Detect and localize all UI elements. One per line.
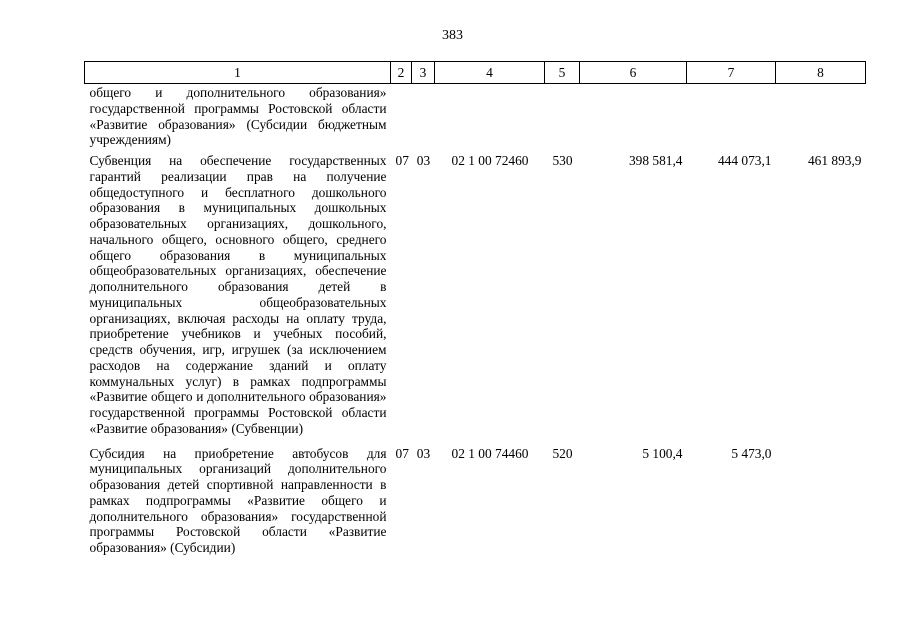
amount-cell xyxy=(776,84,866,154)
expense-name-cell: Субвенция на обеспечение государственных гарантий реализации прав на получение общедоступного и бесплатного дошкольного образования в муниципальных дошкольных образовательных организациях, дошкольного, начального общего, основного общего, среднего общего образования в муниципальных общеобразовательных организациях, обеспечение дополнительного образования детей в муниципальных общеобразовательных организациях, включая расходы на оплату труда, приобретение учебников и учебных пособий, средств обучения, игр, игрушек (за исключением расходов на содержание зданий и оплату коммунальных услуг) в рамках подпрограммы «Развитие общего и дополнительного образования» государственной программы Ростовской области «Развитие образования» (Субвенции) xyxy=(89,153,387,436)
subsection-code-cell: 03 xyxy=(416,153,431,168)
target-article-cell: 02 1 00 74460 xyxy=(451,445,529,461)
expense-name-cell: Субсидия на приобретение автобусов для муниципальных организаций дополнительного образования детей спортивной направленности в рамках подпрограммы «Развитие общего и дополнительного образования» государственной программы Ростовской области «Развитие образования» (Субсидии) xyxy=(89,445,387,555)
amount-cell: 444 073,1 xyxy=(717,153,772,168)
amount-cell: 398 581,4 xyxy=(628,153,683,168)
amount-cell xyxy=(580,84,687,154)
budget-table xyxy=(84,61,866,556)
table-row xyxy=(85,153,866,446)
section-code-cell: 07 xyxy=(395,153,409,168)
section-code-cell: 07 xyxy=(395,445,409,461)
subsection-code-cell xyxy=(412,84,435,154)
expense-type-cell xyxy=(545,84,580,154)
amount-cell xyxy=(687,84,776,154)
page-number: 383 xyxy=(442,28,463,43)
table-row xyxy=(85,84,866,154)
column-header: 8 xyxy=(776,62,866,84)
target-article-cell: 02 1 00 72460 xyxy=(451,153,529,168)
amount-cell xyxy=(776,446,866,556)
subsection-code-cell: 03 xyxy=(416,445,431,461)
expense-type-cell: 530 xyxy=(552,153,573,168)
column-header: 6 xyxy=(580,62,687,84)
target-article-cell xyxy=(435,84,545,154)
column-header: 1 xyxy=(85,62,391,84)
amount-cell: 5 100,4 xyxy=(642,445,683,461)
column-header: 3 xyxy=(412,62,435,84)
amount-cell: 5 473,0 xyxy=(731,445,772,461)
table-row xyxy=(85,446,866,556)
expense-name-cell: общего и дополнительного образования» государственной программы Ростовской области «Развитие образования» (Субсидии бюджетным учреждениям) xyxy=(89,85,387,148)
section-code-cell xyxy=(391,84,412,154)
column-header: 5 xyxy=(545,62,580,84)
column-header: 7 xyxy=(687,62,776,84)
expense-type-cell: 520 xyxy=(552,445,573,461)
amount-cell: 461 893,9 xyxy=(807,153,862,168)
column-header: 2 xyxy=(391,62,412,84)
column-header: 4 xyxy=(435,62,545,84)
table-header-row xyxy=(85,62,866,84)
